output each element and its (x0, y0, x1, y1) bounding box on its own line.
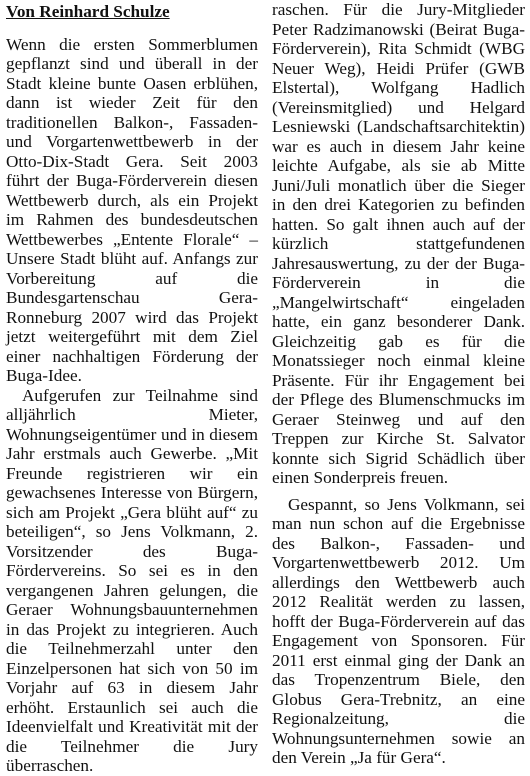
article-paragraph: raschen. Für die Jury-Mitglieder Peter Radzimanowski (Beirat Buga-Förderverein), Rita Schmidt (WBG Neuer Weg), Heidi Prüfer (GWB Elstertal), Wolfgang Hadlich (Vereinsmitglied) und Helgard Lesniewski (Landschaftsarchitektin) war es auch in diesem Jahr keine leichte Aufgabe, als sie ab Mitte Juni/Juli monatlich über die Sieger in den drei Kategorien zu befinden hatten. So galt ihnen auch auf der kürzlich stattgefundenen Jahresauswertung, zu der der Buga-Förderverein in die „Mangelwirtschaft“ eingeladen hatte, ein ganz besonderer Dank. Gleichzeitig gab es für die Monatssieger noch einmal kleine Präsente. Für ihr Engagement bei der Pflege des Blumenschmucks im Geraer Steinweg und auf den Treppen zur Kirche St. Salvator konnte sich Sigrid Schädlich über einen Sonderpreis freuen. (272, 0, 525, 487)
article-paragraph: Aufgerufen zur Teilnahme sind alljährlich Mieter, Wohnungseigentümer und in diesem Jahr erstmals auch Gewerbe. „Mit Freunde registrieren wir ein gewachsenes Interesse von Bürgern, sich am Projekt „Gera blüht auf“ zu beteiligen“, so Jens Volkmann, 2. Vorsitzender des Buga-Fördervereins. So sei es in den vergangenen Jahren gelungen, die Geraer Wohnungsbauunternehmen in das Projekt zu integrieren. Auch die Teilnehmerzahl unter den Einzelpersonen hat sich von 50 im Vorjahr auf 63 in diesem Jahr erhöht. Erstaunlich sei auch die Ideenvielfalt und Kreativität mit der die Teilnehmer die Jury überraschen. (6, 385, 258, 775)
article-paragraph: Gespannt, so Jens Volkmann, sei man nun schon auf die Ergebnisse des Balkon-, Fassaden- und Vorgartenwettbewerb 2012. Um allerdings den Wettbewerb auch 2012 Realität werden zu lassen, hofft der Buga-Förderverein auf das Engagement von Sponsoren. Für 2011 erst einmal ging der Dank an das Tropenzentrum Biele, den Globus Gera-Trebnitz, an eine Regionalzeitung, die Wohnungsunternehmen sowie an den Verein „Ja für Gera“. (272, 494, 525, 767)
article-byline: Von Reinhard Schulze (6, 2, 170, 21)
article-right-column (272, 0, 525, 768)
article-paragraph: Wenn die ersten Sommerblumen gepflanzt sind und überall in der Stadt kleine bunte Oasen erblühen, dann ist wieder Zeit für den traditionellen Balkon-, Fassaden- und Vorgartenwettbewerb in der Otto-Dix-Stadt Gera. Seit 2003 führt der Buga-Förderverein diesen Wettbewerb durch, als ein Projekt im Rahmen des bundesdeutschen Wettbewerbes „Entente Florale“ – Unsere Stadt blüht auf. Anfangs zur Vorbereitung auf die Bundesgartenschau Gera-Ronneburg 2007 wird das Projekt jetzt weitergeführt mit dem Ziel einer nachhaltigen Förderung der Buga-Idee. (6, 34, 258, 385)
article-left-column (6, 0, 258, 776)
